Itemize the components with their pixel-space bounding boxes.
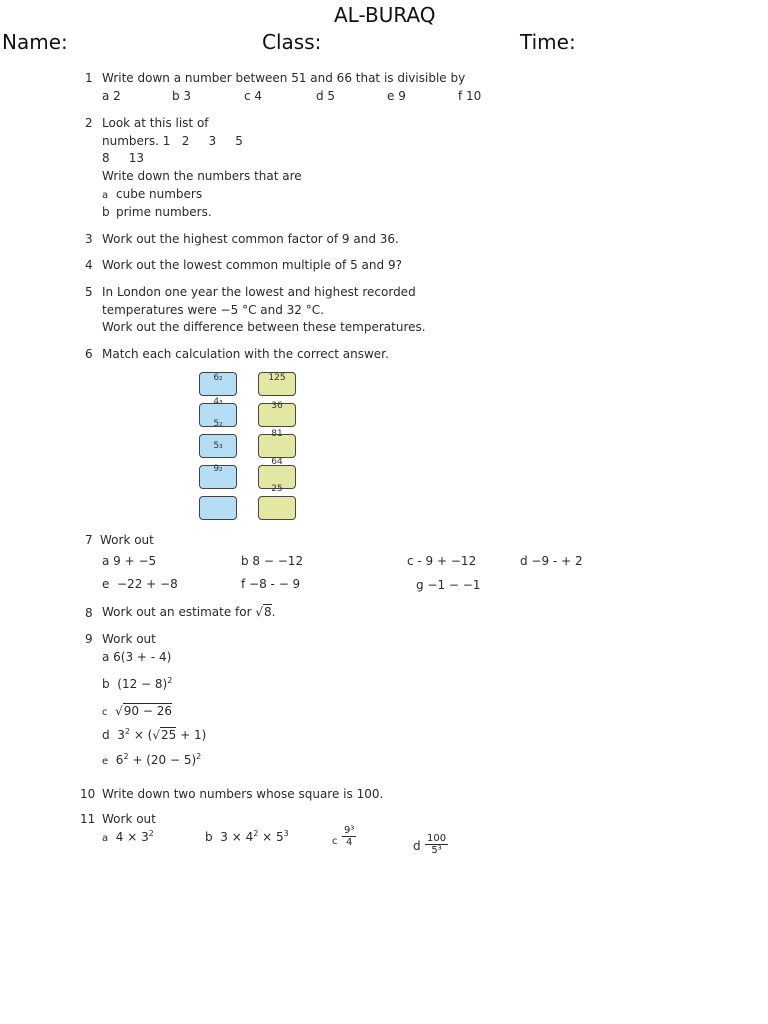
question-11-text: Work out: [102, 812, 156, 826]
calculation-box[interactable]: 6₂: [199, 372, 237, 396]
question-1-text: Write down a number between 51 and 66 that is divisible by: [102, 71, 466, 85]
time-label: Time:: [520, 30, 576, 54]
question-number: 7: [85, 533, 93, 547]
question-number: 10: [80, 787, 96, 801]
q5-line: In London one year the lowest and highest recorded: [102, 285, 416, 299]
q11-part-b: b $3 \times 4^2 \times 5^3$: [205, 829, 289, 844]
q2-part-a: cube numbers: [116, 187, 203, 201]
question-9-text: Work out: [102, 632, 156, 646]
question-number: 6: [85, 347, 93, 361]
q11-part-a: a $4 \times 3^2$: [102, 829, 154, 844]
q11-part-c-fraction: $\frac{\text{9³}}{4}$: [344, 825, 355, 848]
question-6-text: Match each calculation with the correct answer.: [102, 347, 389, 361]
page-title: AL-BURAQ: [334, 3, 436, 27]
question-number: 11: [80, 812, 96, 826]
question-number: 9: [85, 632, 93, 646]
q7-part: d −9 - + 2: [520, 554, 583, 568]
question-number: 8: [85, 606, 93, 620]
name-label: Name:: [2, 30, 68, 54]
class-label: Class:: [262, 30, 322, 54]
question-3-text: Work out the highest common factor of 9 and 36.: [102, 232, 399, 246]
part-letter: b: [102, 205, 110, 219]
answer-box[interactable]: 125: [258, 372, 296, 396]
q2-part-b: prime numbers.: [116, 205, 212, 219]
q5-line: temperatures were −5 °C and 32 °C.: [102, 303, 324, 317]
q9-part-b: b $(12 - 8)^2$: [102, 676, 173, 691]
calculation-label: 5₂: [213, 419, 223, 429]
calculation-label: 4₃: [213, 397, 223, 407]
q7-part: b 8 − −12: [241, 554, 304, 568]
part-letter: d: [413, 839, 421, 853]
calculation-label: 5₃: [213, 441, 223, 451]
calculation-box[interactable]: [199, 496, 237, 520]
question-number: 4: [85, 258, 93, 272]
question-8-text: Work out an estimate for √8.: [102, 605, 276, 619]
q1-option: f 10: [458, 89, 482, 103]
part-letter: c: [332, 836, 338, 847]
question-4-text: Work out the lowest common multiple of 5 and 9?: [102, 258, 402, 272]
q11-part-d-fraction: $\frac{100}{\text{5³}}$: [427, 833, 447, 856]
q7-part: c - 9 + −12: [407, 554, 477, 568]
q1-option: e 9: [387, 89, 406, 103]
q7-part: a 9 + −5: [102, 554, 157, 568]
question-number: 3: [85, 232, 93, 246]
q7-part: g −1 − −1: [416, 578, 481, 592]
q1-option: c 4: [244, 89, 263, 103]
calculation-label: 9₂: [213, 464, 223, 474]
question-number: 2: [85, 116, 93, 130]
q7-part: e −22 + −8: [102, 577, 178, 591]
answer-label: 81: [271, 429, 283, 439]
q2-number-list: numbers. 1 2 3 5: [102, 134, 243, 148]
q9-part-a: a 6(3 + - 4): [102, 650, 172, 664]
answer-box[interactable]: [258, 496, 296, 520]
question-7-text: Work out: [100, 533, 154, 547]
answer-label: 64: [271, 457, 283, 467]
q9-part-d: d $3^2 \times (√25 + 1)$: [102, 727, 207, 742]
q2-line: Look at this list of: [102, 116, 209, 130]
q2-number-list-cont: 8 13: [102, 151, 144, 165]
question-number: 5: [85, 285, 93, 299]
q5-line: Work out the difference between these temperatures.: [102, 320, 426, 334]
q9-part-e: e $6^2 + (20 - 5)^2$: [102, 752, 202, 767]
question-10-text: Write down two numbers whose square is 100.: [102, 787, 384, 801]
q1-option: a 2: [102, 89, 121, 103]
radicand: 8: [264, 605, 272, 619]
part-letter: a: [102, 190, 109, 201]
q9-part-c: c √90 − 26: [102, 704, 173, 718]
answer-label: 25: [271, 484, 283, 494]
q1-option: b 3: [172, 89, 192, 103]
answer-label: 36: [271, 401, 283, 411]
q7-part: f −8 - − 9: [241, 577, 301, 591]
question-number: 1: [85, 71, 93, 85]
q2-line: Write down the numbers that are: [102, 169, 302, 183]
q1-option: d 5: [316, 89, 336, 103]
